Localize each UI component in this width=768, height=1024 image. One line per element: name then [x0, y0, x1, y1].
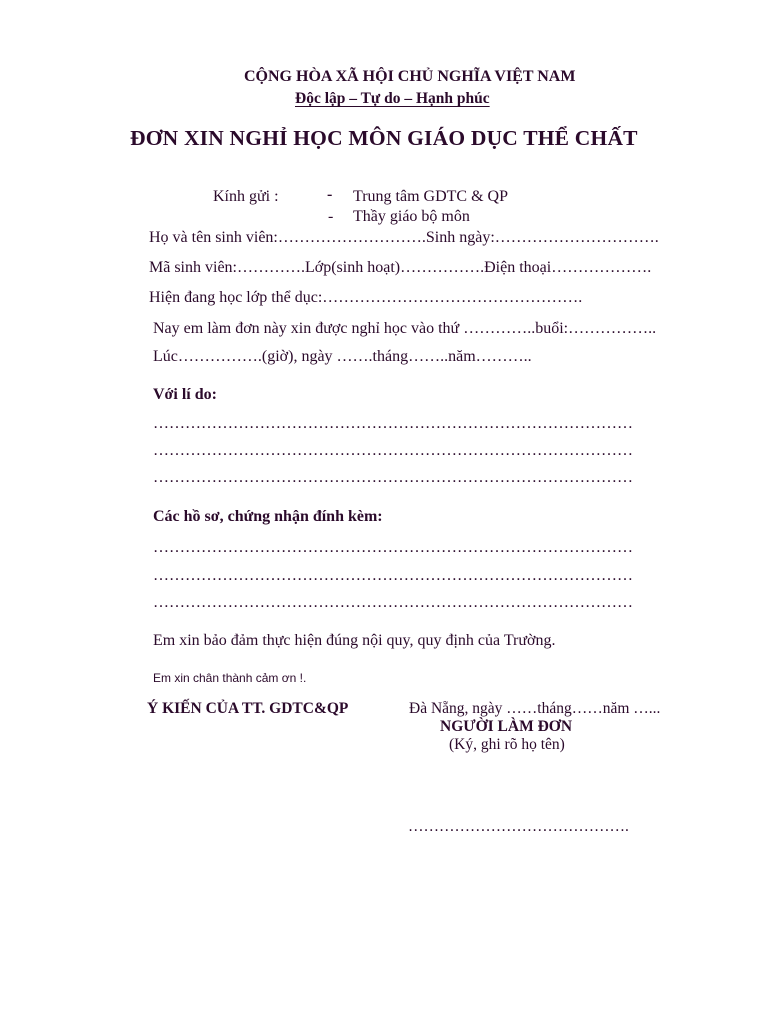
attachment-line: ……………………………………………………………………………… [153, 539, 633, 556]
reason-line: ……………………………………………………………………………… [153, 469, 633, 486]
recipient-bullet: - [328, 208, 334, 225]
motto: Độc lập – Tự do – Hạnh phúc [295, 90, 490, 107]
reason-line: ……………………………………………………………………………… [153, 442, 633, 459]
attachment-line: ……………………………………………………………………………… [153, 567, 633, 584]
recipient-item: Thầy giáo bộ môn [353, 208, 470, 225]
attachments-label: Các hồ sơ, chứng nhận đính kèm: [153, 508, 383, 525]
center-opinion-label: Ý KIẾN CỦA TT. GDTC&QP [147, 700, 349, 717]
pe-class-field: Hiện đang học lớp thể dục:…………………………………………. [149, 289, 583, 306]
country-header: CỘNG HÒA XÃ HỘI CHỦ NGHĨA VIỆT NAM [244, 68, 576, 85]
place-date-line: Đà Nẵng, ngày ……tháng……năm …... [409, 700, 661, 717]
student-name-field: Họ và tên sinh viên:……………………….Sinh ngày:…………………………. [149, 229, 659, 246]
recipient-bullet: - [327, 186, 333, 203]
thanks-text: Em xin chân thành cảm ơn !. [153, 671, 307, 685]
applicant-label: NGƯỜI LÀM ĐƠN [440, 718, 573, 735]
signature-note: (Ký, ghi rõ họ tên) [449, 736, 565, 753]
attachment-line: ……………………………………………………………………………… [153, 594, 633, 611]
leave-day-field: Nay em làm đơn này xin được nghỉ học vào thứ …………..buổi:…………….. [153, 320, 657, 337]
reason-label: Với lí do: [153, 386, 217, 403]
reason-line: ……………………………………………………………………………… [153, 415, 633, 432]
recipient-label: Kính gửi : [213, 188, 279, 205]
recipient-item: Trung tâm GDTC & QP [353, 188, 508, 205]
student-id-field: Mã sinh viên:………….Lớp(sinh hoạt)…………….Điện thoại………………. [149, 259, 652, 276]
leave-time-field: Lúc…………….(giờ), ngày …….tháng……..năm……….. [153, 348, 532, 365]
signature-line: ……………………………………. [408, 818, 629, 835]
document-title: ĐƠN XIN NGHỈ HỌC MÔN GIÁO DỤC THỂ CHẤT [130, 126, 638, 150]
commitment-text: Em xin bảo đảm thực hiện đúng nội quy, quy định của Trường. [153, 632, 556, 649]
